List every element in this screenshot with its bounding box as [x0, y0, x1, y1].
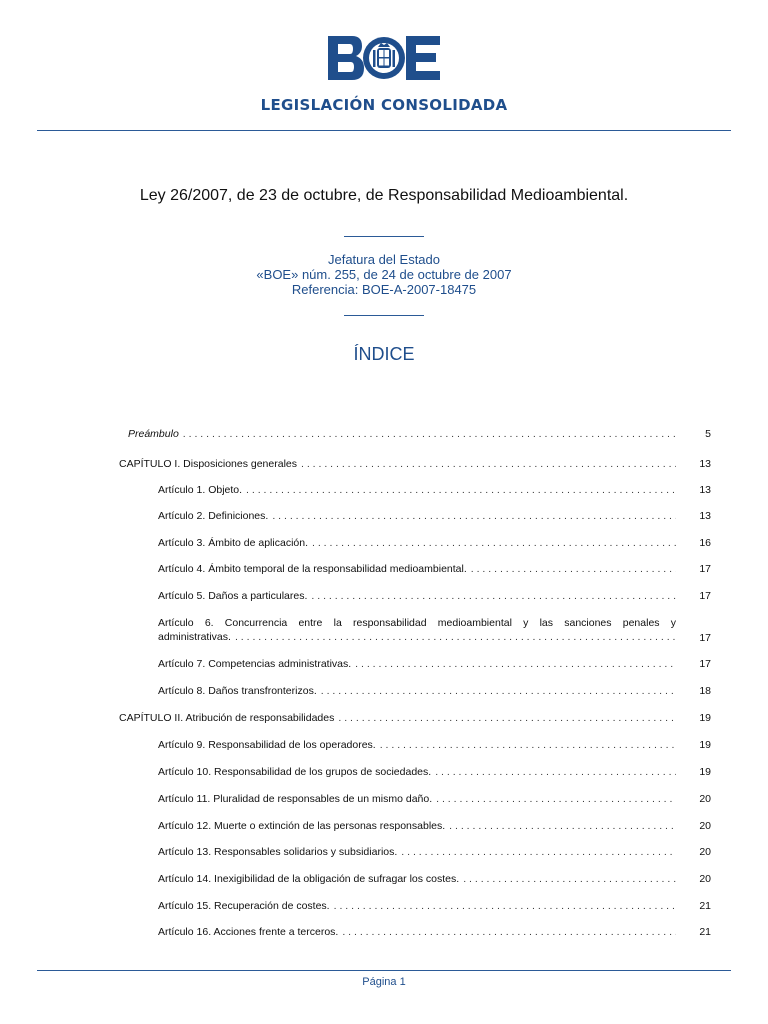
toc-page: 17 [699, 590, 711, 602]
toc-page: 19 [699, 712, 711, 724]
toc-leader [330, 899, 676, 913]
toc-leader [467, 562, 676, 576]
toc-leader [459, 872, 676, 886]
toc-page: 20 [699, 793, 711, 805]
toc-entry-articulo-12[interactable] [158, 819, 711, 833]
toc-entry-articulo-4[interactable] [158, 562, 711, 576]
toc-label: CAPÍTULO II. Atribución de responsabilidades [119, 712, 335, 724]
toc-label: Artículo 15. Recuperación de costes. [158, 900, 330, 912]
toc-page: 17 [699, 658, 711, 670]
toc-entry-articulo-5[interactable] [158, 589, 711, 603]
toc-entry-articulo-11[interactable] [158, 792, 711, 806]
toc-leader [308, 536, 676, 550]
toc-entry-articulo-15[interactable] [158, 899, 711, 913]
boe-logo [328, 36, 440, 80]
toc-entry-preambulo[interactable] [128, 427, 711, 441]
toc-label: Artículo 3. Ámbito de aplicación. [158, 537, 308, 549]
issuer: Jefatura del Estado [327, 252, 441, 267]
toc-entry-capitulo-2[interactable] [119, 711, 711, 725]
toc-page: 17 [699, 563, 711, 575]
toc-entry-articulo-1[interactable] [158, 483, 711, 497]
toc-leader [376, 738, 676, 752]
header-title: LEGISLACIÓN CONSOLIDADA [260, 96, 508, 114]
toc-label: Artículo 6. Concurrencia entre la responsabilidad medioambiental y las sanciones penales y [158, 617, 676, 629]
boe-logo-graphic [328, 36, 440, 80]
toc-label-continued: administrativas. [158, 631, 231, 643]
toc-leader [297, 457, 676, 471]
toc-page: 17 [699, 632, 711, 644]
toc-entry-articulo-9[interactable] [158, 738, 711, 752]
toc-page: 21 [699, 926, 711, 938]
toc-entry-articulo-3[interactable] [158, 536, 711, 550]
toc-label: Artículo 9. Responsabilidad de los operadores. [158, 739, 376, 751]
toc-label: Artículo 13. Responsables solidarios y subsidiarios. [158, 846, 398, 858]
toc-page: 21 [699, 900, 711, 912]
toc-label: Artículo 2. Definiciones. [158, 510, 269, 522]
toc-leader [317, 684, 676, 698]
reference: Referencia: BOE-A-2007-18475 [291, 282, 477, 297]
toc-leader [338, 925, 676, 939]
toc-entry-capitulo-1[interactable] [119, 457, 711, 471]
toc-label: Artículo 5. Daños a particulares. [158, 590, 308, 602]
toc-entry-articulo-2[interactable] [158, 509, 711, 523]
toc-page: 18 [699, 685, 711, 697]
footer-divider [37, 970, 731, 971]
title-divider [344, 236, 424, 237]
meta-divider [344, 315, 424, 316]
toc-label: Artículo 8. Daños transfronterizos. [158, 685, 317, 697]
toc-label: Artículo 1. Objeto. [158, 484, 243, 496]
toc-entry-articulo-7[interactable] [158, 657, 711, 671]
toc-leader [397, 845, 676, 859]
toc-entry-articulo-10[interactable] [158, 765, 711, 779]
toc-page: 16 [699, 537, 711, 549]
toc-page: 5 [705, 428, 711, 440]
header-divider [37, 130, 731, 131]
toc-label: Artículo 11. Pluralidad de responsables de un mismo daño. [158, 793, 433, 805]
toc-leader [242, 483, 676, 497]
toc-leader [179, 427, 676, 441]
toc-page: 13 [699, 510, 711, 522]
toc-entry-articulo-8[interactable] [158, 684, 711, 698]
toc-label: Artículo 4. Ámbito temporal de la responsabilidad medioambiental. [158, 563, 467, 575]
toc-entry-articulo-16[interactable] [158, 925, 711, 939]
toc-label: Preámbulo [128, 428, 179, 440]
toc-label: Artículo 12. Muerte o extinción de las personas responsables. [158, 820, 446, 832]
toc-label: CAPÍTULO I. Disposiciones generales [119, 458, 297, 470]
bulletin: «BOE» núm. 255, de 24 de octubre de 2007 [256, 267, 512, 282]
toc-label: Artículo 16. Acciones frente a terceros. [158, 926, 339, 938]
toc-leader [334, 711, 676, 725]
toc-page: 13 [699, 458, 711, 470]
toc-label: Artículo 10. Responsabilidad de los grupos de sociedades. [158, 766, 432, 778]
toc-leader [445, 819, 676, 833]
toc-leader [307, 589, 676, 603]
toc-entry-articulo-13[interactable] [158, 845, 711, 859]
toc-entry-articulo-6[interactable] [158, 616, 711, 644]
toc-leader [431, 765, 676, 779]
toc-page: 13 [699, 484, 711, 496]
toc-page: 20 [699, 846, 711, 858]
toc-entry-articulo-14[interactable] [158, 872, 711, 886]
toc-page: 20 [699, 873, 711, 885]
toc-label: Artículo 14. Inexigibilidad de la obligación de sufragar los costes. [158, 873, 460, 885]
toc-leader [268, 509, 676, 523]
toc-leader [432, 792, 676, 806]
toc-leader [351, 657, 676, 671]
page-number: Página 1 [362, 976, 406, 988]
toc-leader [231, 630, 676, 644]
publication-meta [0, 252, 768, 297]
toc-label: Artículo 7. Competencias administrativas. [158, 658, 352, 670]
toc-page: 19 [699, 766, 711, 778]
index-heading: ÍNDICE [353, 344, 415, 364]
toc-page: 20 [699, 820, 711, 832]
law-title: Ley 26/2007, de 23 de octubre, de Responsabilidad Medioambiental. [139, 187, 629, 204]
toc-page: 19 [699, 739, 711, 751]
